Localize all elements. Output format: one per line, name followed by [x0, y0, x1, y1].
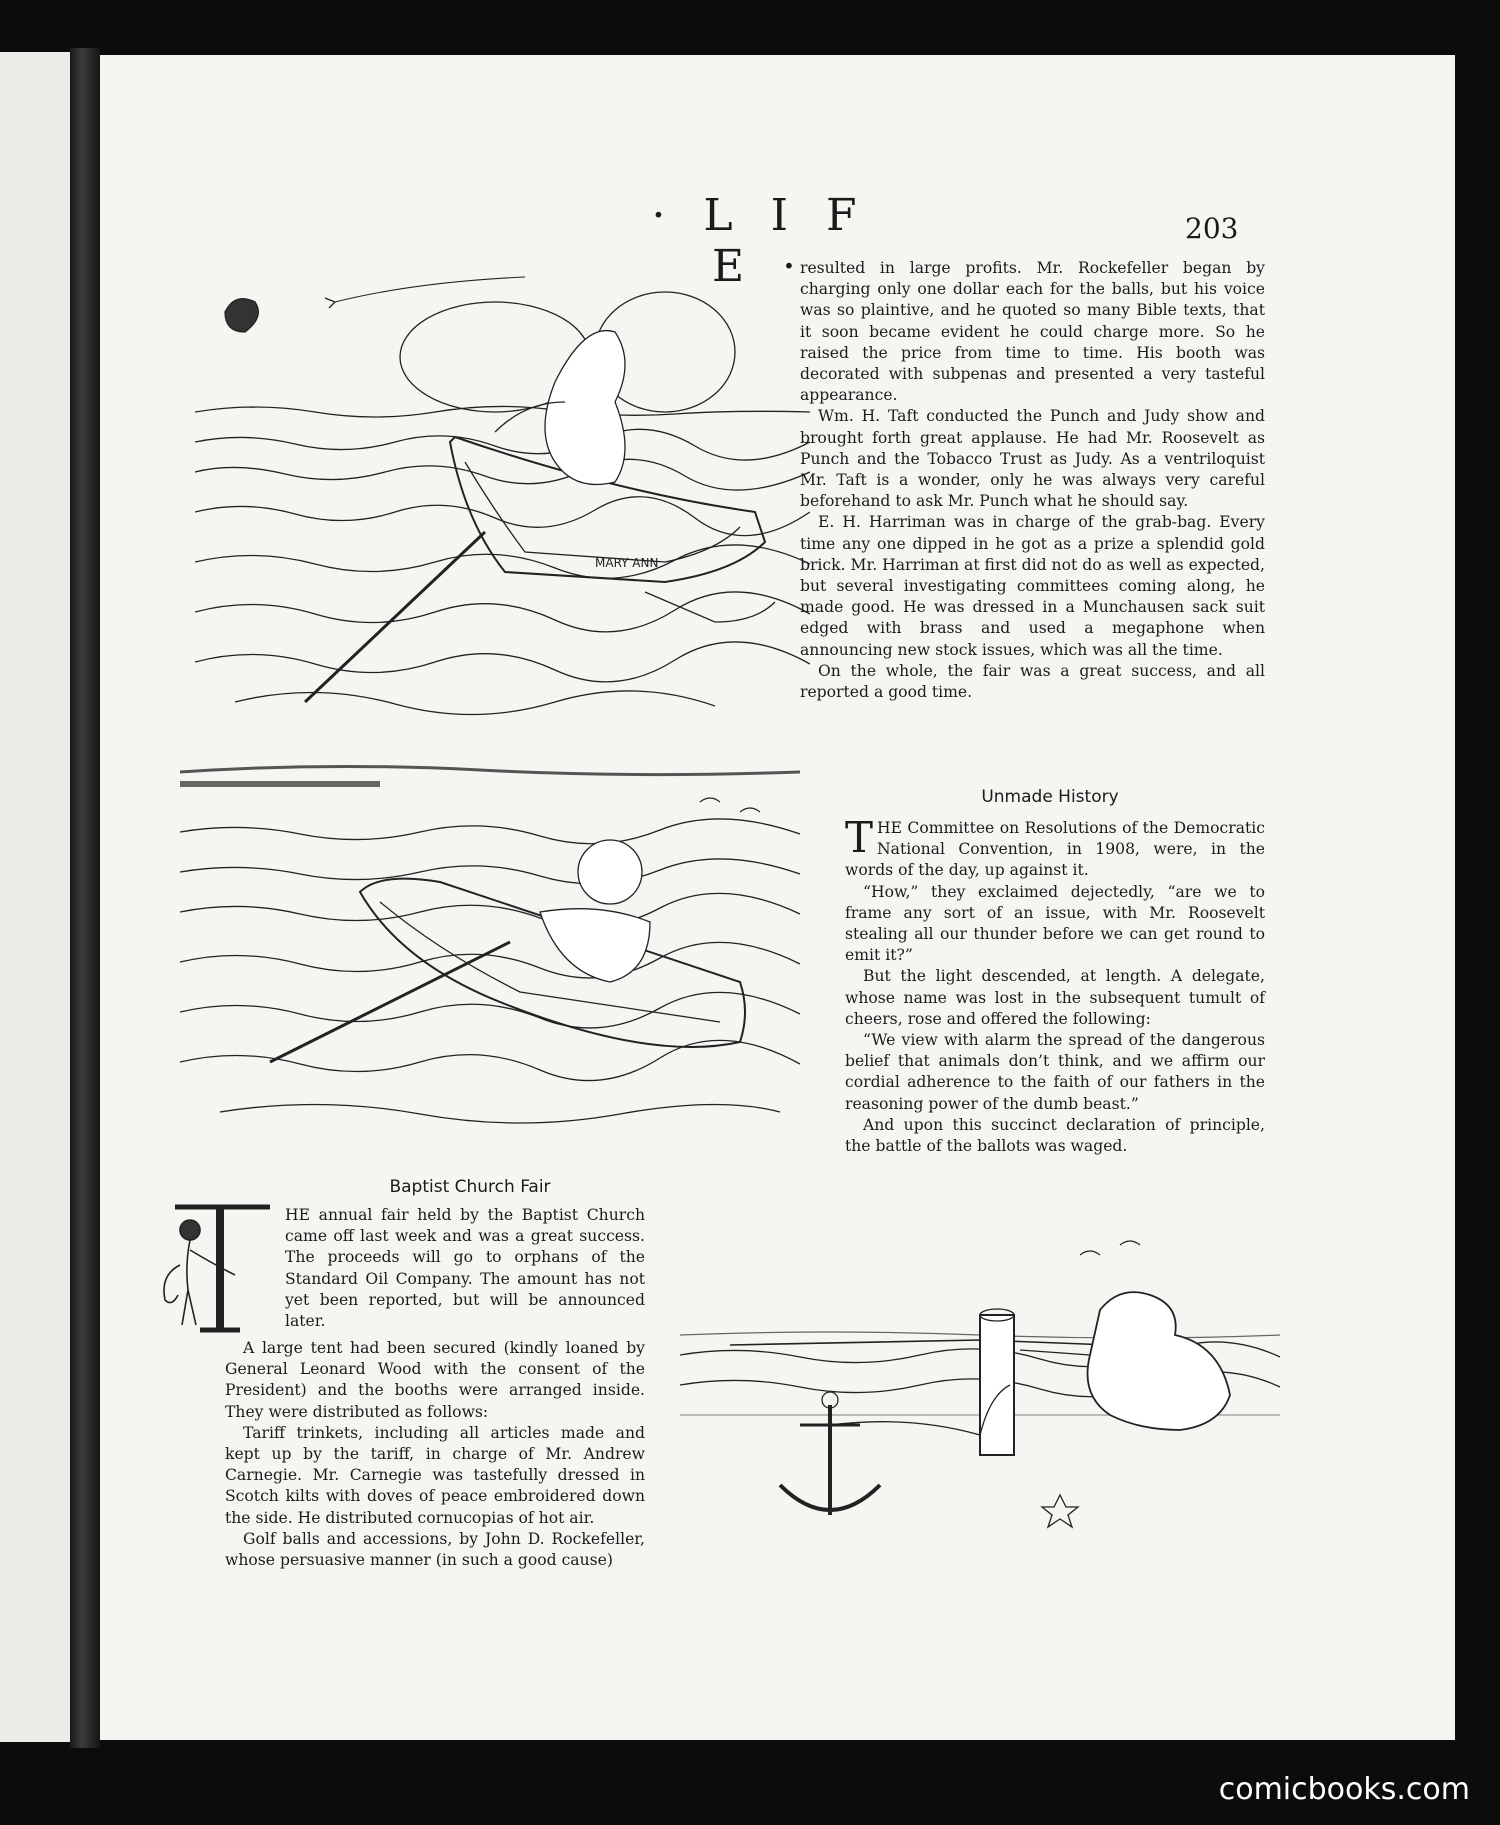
- boat-name-label: MARY ANN: [595, 556, 659, 570]
- paragraph: [845, 813, 1265, 882]
- book-spine: [70, 48, 100, 1748]
- baptist-fair-article: [225, 1338, 645, 1571]
- unmade-history-heading: Unmade History: [981, 787, 1119, 807]
- paragraph: Golf balls and accessions, by John D. Rockefeller, whose persuasive manner (in such a good cause): [225, 1529, 645, 1570]
- masthead: · L I F E ·: [651, 190, 869, 292]
- baptist-fair-heading: Baptist Church Fair: [389, 1177, 551, 1197]
- paragraph: Wm. H. Taft conducted the Punch and Judy show and brought forth great applause. He had Mr. Roosevelt as Punch and the Tobacco Trust as Judy. As a ventriloquist Mr. Taft is a wonder, only he was always very careful beforehand to ask Mr. Punch what he should say.: [800, 407, 1265, 511]
- illustration-monkey-dropcap: [160, 1195, 280, 1335]
- left-page-edge: [0, 52, 70, 1742]
- paragraph: “We view with alarm the spread of the dangerous belief that animals don’t think, and we affirm our cordial adherence to the faith of our fathers in the reasoning power of the dumb beast.”: [845, 1031, 1265, 1113]
- paragraph: E. H. Harriman was in charge of the grab-bag. Every time any one dipped in he got as a prize a splendid gold brick. Mr. Harriman at first did not do as well as expected, but several investigating committees coming along, he made good. He was dressed in a Munchausen sack suit edged with brass and used a megaphone when announcing new stock issues, which was all the time.: [800, 513, 1265, 659]
- paragraph: resulted in large profits. Mr. Rockefeller began by charging only one dollar each for the balls, but his voice was so plaintive, and he quoted so many Bible texts, that it soon became evident he could charge more. So he raised the price from time to time. His booth was decorated with subpenas and presented a very tasteful appearance.: [800, 259, 1265, 405]
- illustration-anchor-post: [680, 1215, 1280, 1565]
- page-number: 203: [1185, 212, 1239, 245]
- paragraph: And upon this succinct declaration of principle, the battle of the ballots was waged.: [845, 1115, 1265, 1156]
- paragraph: On the whole, the fair was a great success, and all reported a good time.: [800, 661, 1265, 702]
- watermark: comicbooks.com: [1218, 1772, 1470, 1807]
- unmade-history-article: [845, 813, 1265, 1157]
- paragraph: A large tent had been secured (kindly loaned by General Leonard Wood with the consent of the President) and the booths were arranged inside. They were distributed as follows:: [225, 1339, 645, 1421]
- illustration-lasso-boat: [195, 262, 810, 732]
- paragraph: But the light descended, at length. A delegate, whose name was lost in the subsequent tumult of cheers, rose and offered the following:: [845, 967, 1265, 1028]
- illustration-boy-rowing: [180, 752, 800, 1142]
- rockefeller-continued-text: [800, 258, 1265, 703]
- paragraph: “How,” they exclaimed dejectedly, “are we to frame any sort of an issue, with Mr. Roosevelt stealing all our thunder before we can get round to emit it?”: [845, 882, 1265, 965]
- dropcap: T: [845, 813, 874, 862]
- lead-text: HE Committee on Resolutions of the Democratic National Convention, in 1908, were, in the words of the day, up against it.: [845, 819, 1265, 880]
- baptist-fair-intro: HE annual fair held by the Baptist Church came off last week and was a great success. The proceeds will go to orphans of the Standard Oil Company. The amount has not yet been reported, but will be announced later.: [285, 1206, 645, 1331]
- paragraph: Tariff trinkets, including all articles made and kept up by the tariff, in charge of Mr. Andrew Carnegie. Mr. Carnegie was tastefully dressed in Scotch kilts with doves of peace embroidered down the side. He distributed cornucopias of hot air.: [225, 1423, 645, 1527]
